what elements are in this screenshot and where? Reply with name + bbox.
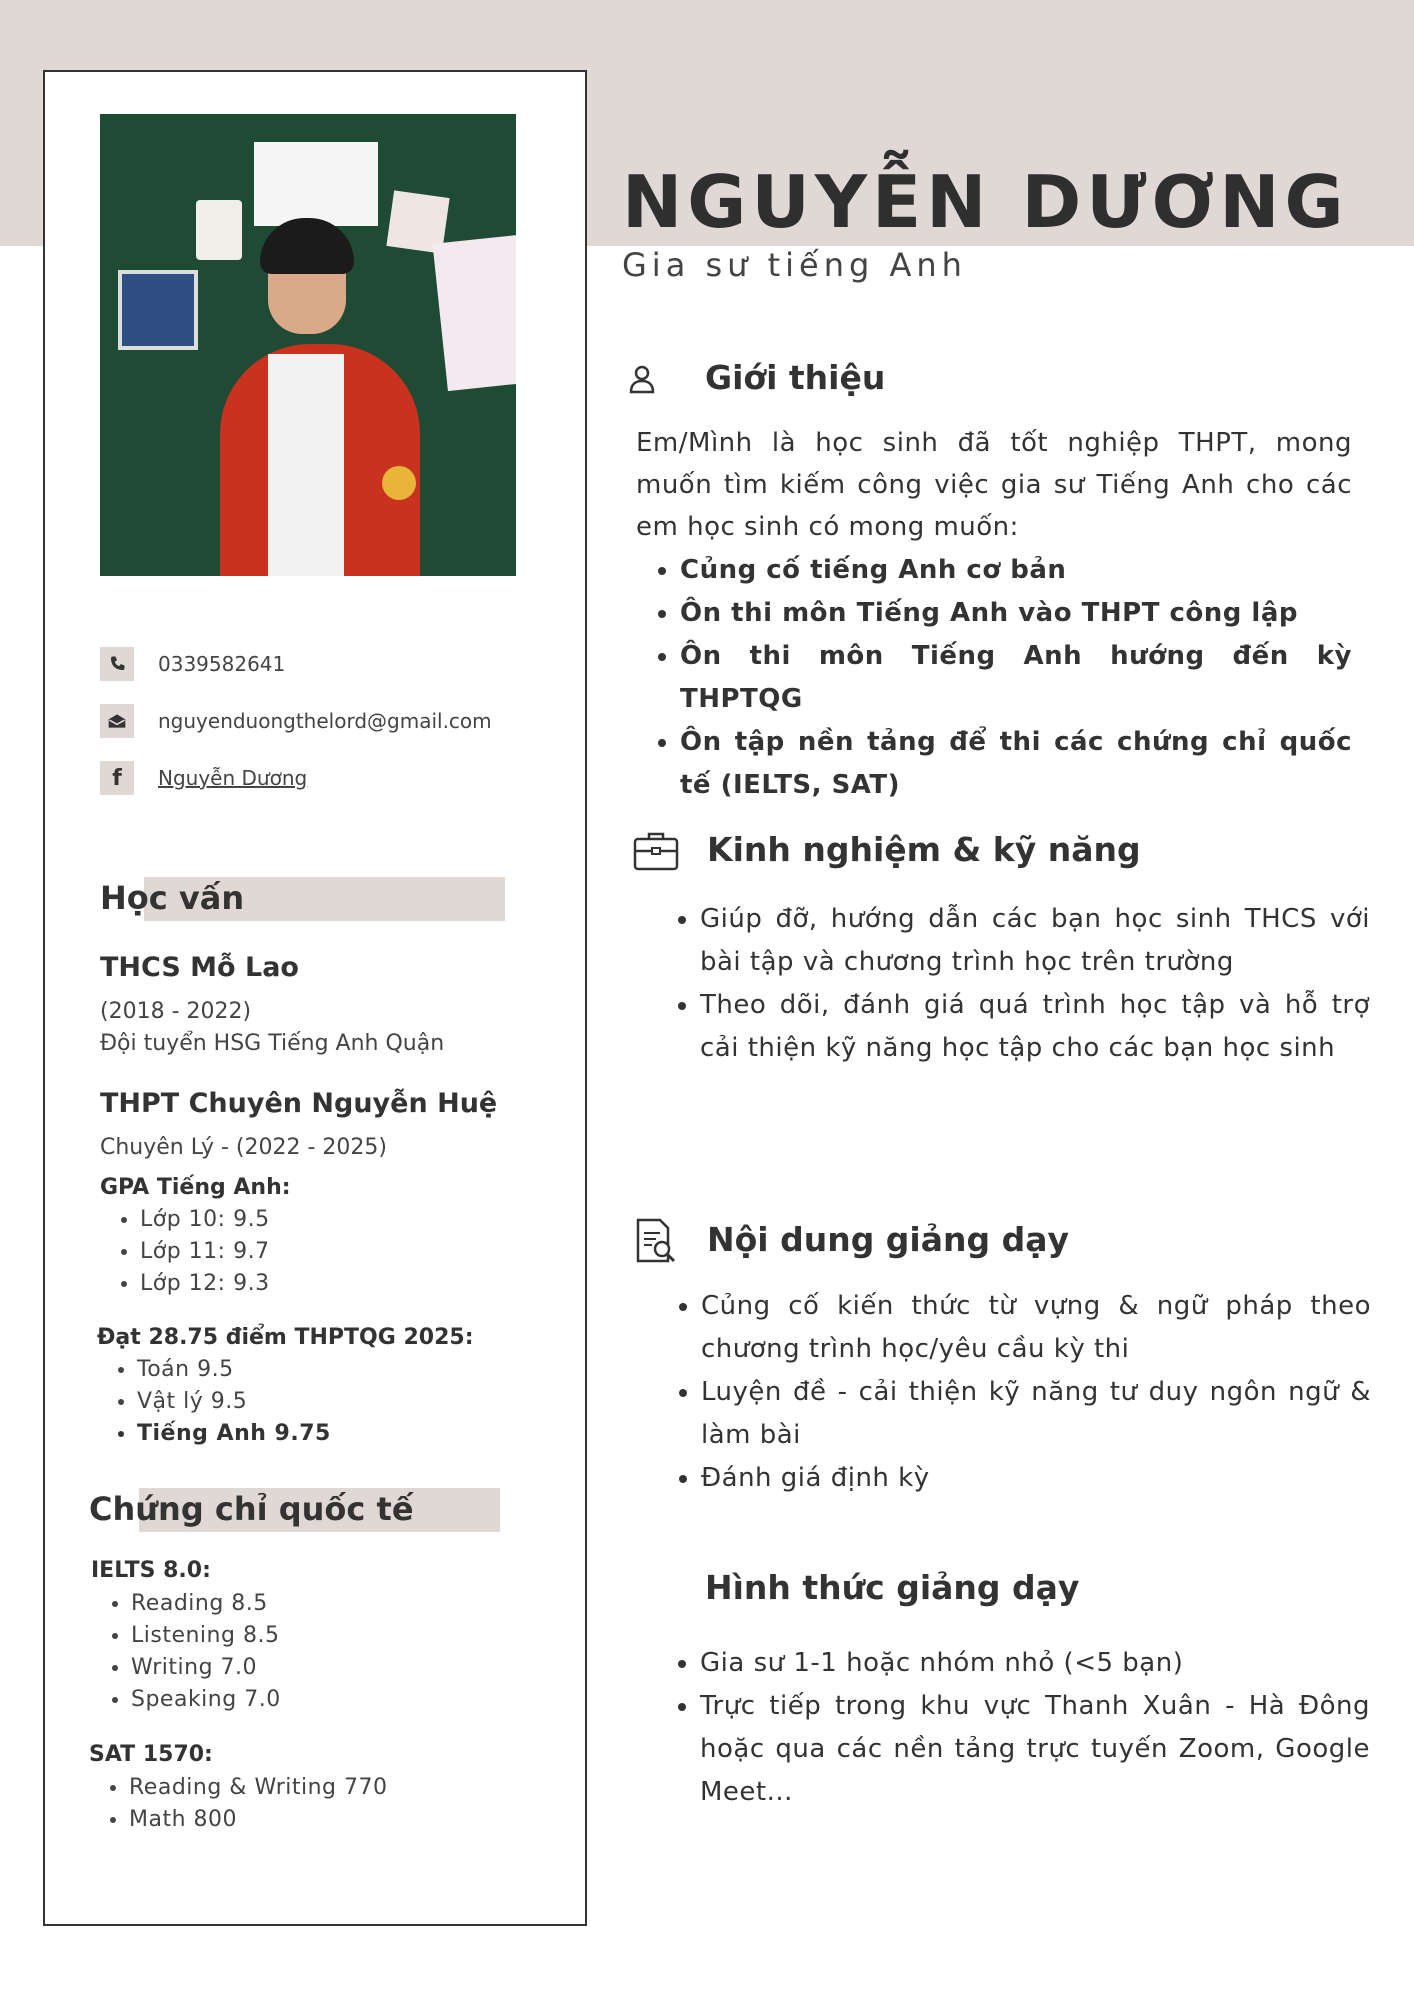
- phone-icon: [100, 647, 134, 681]
- framed-picture: [118, 270, 198, 350]
- school-detail: Chuyên Lý - (2022 - 2025): [100, 1135, 387, 1160]
- education-header: [100, 877, 505, 921]
- list-item: • Math 800: [129, 1804, 388, 1836]
- candidate-name: NGUYỄN DƯƠNG: [622, 160, 1349, 244]
- content-list: [657, 1285, 1371, 1500]
- contact-email: [100, 704, 492, 738]
- document-search-icon: [632, 1217, 680, 1265]
- school-name: THPT Chuyên Nguyễn Huệ: [100, 1088, 498, 1119]
- contact-facebook: [100, 761, 307, 795]
- list-item: • Speaking 7.0: [131, 1684, 281, 1716]
- list-item: • Listening 8.5: [131, 1620, 281, 1652]
- contact-phone: [100, 647, 285, 681]
- school-years: (2018 - 2022): [100, 999, 252, 1024]
- user-icon: [618, 355, 666, 403]
- briefcase-icon: [632, 827, 680, 875]
- list-item: • Lớp 10: 9.5: [140, 1204, 270, 1236]
- ielts-list: [91, 1588, 281, 1716]
- profile-photo: [100, 114, 516, 576]
- school-name: THCS Mỗ Lao: [100, 952, 299, 983]
- list-item: • Tiếng Anh 9.75: [137, 1418, 331, 1450]
- list-item: • Giúp đỡ, hướng dẫn các bạn học sinh THCS với bài tập và chương trình học trên trường: [700, 898, 1370, 984]
- email-address[interactable]: nguyenduongthelord@gmail.com: [158, 709, 492, 733]
- list-item: • Ôn tập nền tảng để thi các chứng chỉ quốc tế (IELTS, SAT): [680, 721, 1352, 807]
- phone-number[interactable]: 0339582641: [158, 652, 286, 676]
- poster-decoration: [254, 142, 378, 226]
- list-item: • Vật lý 9.5: [137, 1386, 331, 1418]
- list-item: • Ôn thi môn Tiếng Anh hướng đến kỳ THPTQG: [680, 635, 1352, 721]
- list-item: • Củng cố kiến thức từ vựng & ngữ pháp theo chương trình học/yêu cầu kỳ thi: [701, 1285, 1371, 1371]
- list-item: • Củng cố tiếng Anh cơ bản: [680, 549, 1352, 592]
- ielts-title: IELTS 8.0:: [91, 1558, 211, 1583]
- list-item: • Ôn thi môn Tiếng Anh vào THPT công lập: [680, 592, 1352, 635]
- gpa-title: GPA Tiếng Anh:: [100, 1175, 291, 1200]
- list-item: • Luyện đề - cải thiện kỹ năng tư duy ngôn ngữ & làm bài: [701, 1371, 1371, 1457]
- certificate-decoration: [433, 235, 516, 391]
- experience-title: Kinh nghiệm & kỹ năng: [707, 830, 1141, 869]
- emblem-decoration: [196, 200, 242, 260]
- content-title: Nội dung giảng dạy: [707, 1220, 1070, 1259]
- exam-list: [97, 1354, 331, 1450]
- list-item: • Reading & Writing 770: [129, 1772, 388, 1804]
- list-item: • Gia sư 1-1 hoặc nhóm nhỏ (<5 bạn): [700, 1642, 1370, 1685]
- format-list: [656, 1642, 1370, 1814]
- school-note: Đội tuyển HSG Tiếng Anh Quận: [100, 1031, 445, 1056]
- experience-list: [656, 898, 1370, 1070]
- list-item: • Lớp 11: 9.7: [140, 1236, 270, 1268]
- hair: [260, 218, 354, 274]
- certificates-title: Chứng chỉ quốc tế: [89, 1490, 414, 1528]
- sat-title: SAT 1570:: [89, 1742, 213, 1767]
- shirt: [268, 354, 344, 576]
- list-item: • Trực tiếp trong khu vực Thanh Xuân - Hà Đông hoặc qua các nền tảng trực tuyến Zoom, Google Meet...: [700, 1685, 1370, 1814]
- list-item: • Theo dõi, đánh giá quá trình học tập và hỗ trợ cải thiện kỹ năng học tập cho các bạn học sinh: [700, 984, 1370, 1070]
- list-item: • Reading 8.5: [131, 1588, 281, 1620]
- list-item: • Đánh giá định kỳ: [701, 1457, 1371, 1500]
- gpa-list: [100, 1204, 270, 1300]
- facebook-link[interactable]: Nguyễn Dương: [158, 766, 308, 790]
- job-title: Gia sư tiếng Anh: [622, 246, 967, 284]
- list-item: • Toán 9.5: [137, 1354, 331, 1386]
- intro-text: Em/Mình là học sinh đã tốt nghiệp THPT, mong muốn tìm kiếm công việc gia sư Tiếng Anh cho các em học sinh có mong muốn:: [636, 428, 1352, 542]
- sat-list: [89, 1772, 388, 1836]
- certificates-header: [89, 1488, 500, 1532]
- intro-list: [636, 549, 1352, 807]
- format-title: Hình thức giảng dạy: [705, 1568, 1080, 1607]
- education-title: Học vấn: [100, 879, 245, 917]
- exam-title: Đạt 28.75 điểm THPTQG 2025:: [97, 1325, 474, 1350]
- list-item: • Lớp 12: 9.3: [140, 1268, 270, 1300]
- intro-title: Giới thiệu: [705, 358, 886, 397]
- flag-star: [382, 466, 416, 500]
- envelope-icon: [100, 704, 134, 738]
- list-item: • Writing 7.0: [131, 1652, 281, 1684]
- facebook-icon: f: [100, 761, 134, 795]
